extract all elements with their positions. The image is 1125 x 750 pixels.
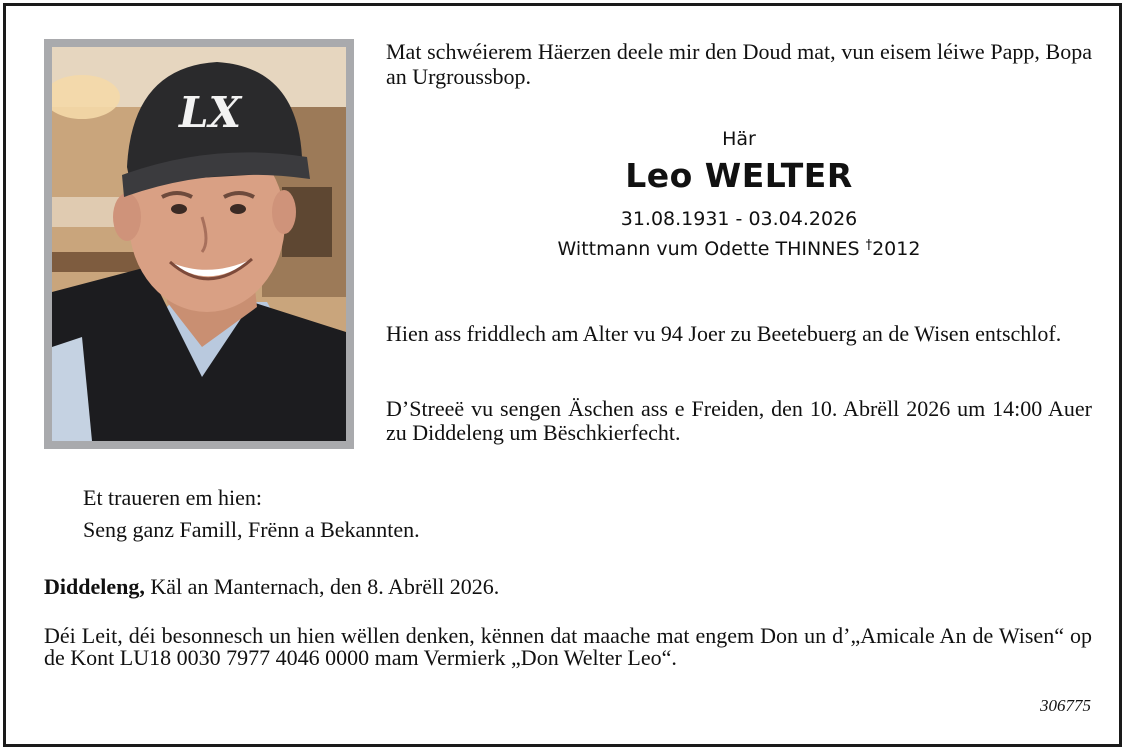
spouse-death-year: 2012 — [872, 238, 921, 260]
place-date-rest: Käl an Manternach, den 8. Abrëll 2026. — [144, 574, 500, 599]
portrait-photo-frame — [44, 39, 354, 449]
cross-symbol: † — [865, 238, 873, 253]
place-name: Diddeleng, — [44, 574, 145, 599]
obituary-notice — [3, 3, 1122, 747]
donation-paragraph: Déi Leit, déi besonnesch un hien wëllen denken, kënnen dat maache mat engem Don un d’„Amicale An de Wisen“ op de Kont LU18 0030 7977 4046 0000 mam Vermierk „Don Welter Leo“. — [44, 623, 1092, 670]
spouse-text: Wittmann vum Odette THINNES — [557, 238, 866, 260]
place-date-line — [44, 574, 499, 600]
spouse-line — [386, 238, 1092, 260]
cap-logo: LX — [178, 88, 242, 137]
mourners-block — [83, 482, 420, 546]
deceased-name: Leo WELTER — [625, 156, 853, 195]
reference-number: 306775 — [1040, 696, 1091, 715]
intro-text: Mat schwéierem Häerzen deele mir den Doud mat, vun eisem léiwe Papp, Bopa an Urgroussbop. — [386, 39, 1092, 89]
mourners-list: Seng ganz Famill, Frënn a Bekannten. — [83, 517, 420, 542]
life-dates: 31.08.1931 - 03.04.2026 — [620, 208, 858, 230]
funeral-paragraph: D’Streeë vu sengen Äschen ass e Freiden, den 10. Abrëll 2026 um 14:00 Auer zu Diddeleng um Bëschkierfecht. — [386, 396, 1092, 445]
mourners-heading: Et traueren em hien: — [83, 485, 262, 510]
deceased-title: Här — [722, 128, 756, 150]
portrait-photo — [52, 47, 346, 441]
passing-paragraph: Hien ass friddlech am Alter vu 94 Joer zu Beetebuerg an de Wisen entschlof. — [386, 321, 1062, 346]
